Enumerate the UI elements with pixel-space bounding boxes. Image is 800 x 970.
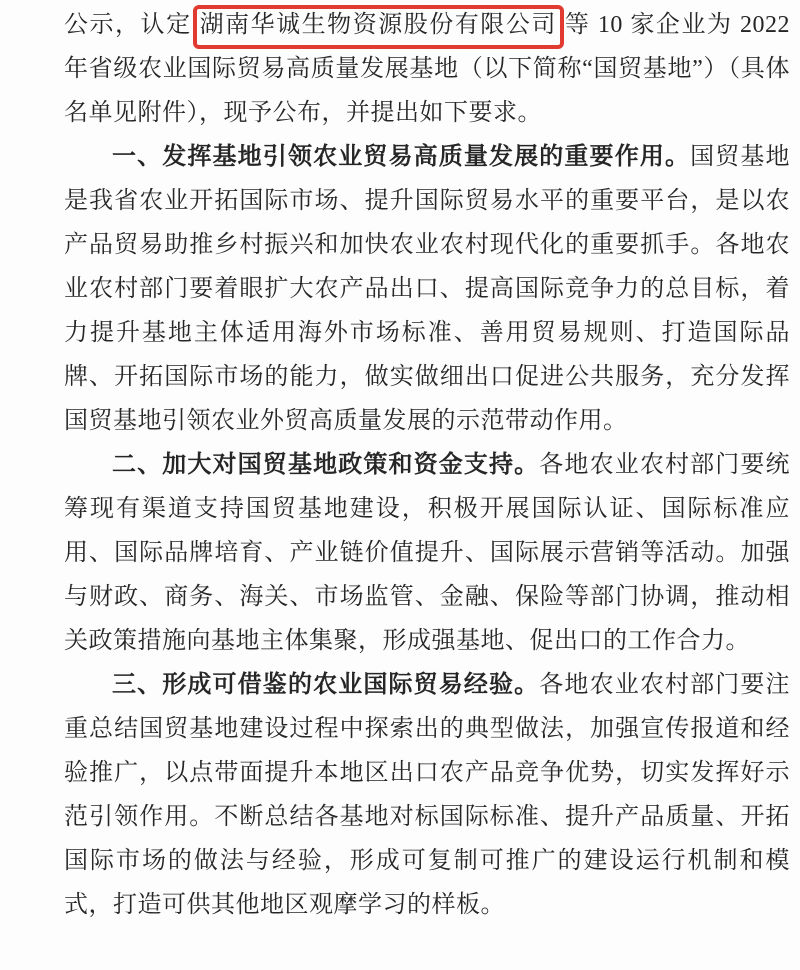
text-segment: 国贸基地是我省农业开拓国际市场、提升国际贸易水平的重要平台，是以农产品贸易助推乡村振兴和加快农业农村现代化的重要抓手。各地农业农村部门要着眼扩大农产品出口、提高国际竞争力的总目标，着力提升基地主体适用海外市场标准、善用贸易规则、打造国际品牌、开拓国际市场的能力，做实做细出口促进公共服务，充分发挥国贸基地引领农业外贸高质量发展的示范带动作用。 — [64, 144, 791, 434]
section-heading: 二、加大对国贸基地政策和资金支持。 — [112, 452, 540, 478]
text-segment: 公示，认定 — [64, 12, 192, 38]
highlighted-company-name: 湖南华诚生物资源股份有限公司 — [193, 5, 564, 49]
paragraph — [64, 135, 790, 443]
document-body — [64, 3, 790, 927]
section-heading: 一、发挥基地引领农业贸易高质量发展的重要作用。 — [112, 144, 691, 170]
paragraph — [64, 663, 790, 927]
section-heading: 三、形成可借鉴的农业国际贸易经验。 — [112, 672, 540, 698]
text-segment: 各地农业农村部门要注重总结国贸基地建设过程中探索出的典型做法，加强宣传报道和经验推广，以点带面提升本地区出口农产品竞争优势，切实发挥好示范引领作用。不断总结各基地对标国际标准、提升产品质量、开拓国际市场的做法与经验，形成可复制可推广的建设运行机制和模式，打造可供其他地区观摩学习的样板。 — [64, 672, 791, 918]
paragraph — [64, 443, 790, 663]
text-segment: 各地农业农村部门要统筹现有渠道支持国贸基地建设，积极开展国际认证、国际标准应用、国际品牌培育、产业链价值提升、国际展示营销等活动。加强与财政、商务、海关、市场监管、金融、保险等部门协调，推动相关政策措施向基地主体集聚，形成强基地、促出口的工作合力。 — [64, 452, 791, 654]
paragraph — [64, 3, 790, 135]
text-segment: 等 10 家企业为 2022 年省级农业国际贸易高质量发展基地（以下简称“国贸基地”）（具体名单见附件），现予公布，并提出如下要求。 — [64, 12, 791, 126]
